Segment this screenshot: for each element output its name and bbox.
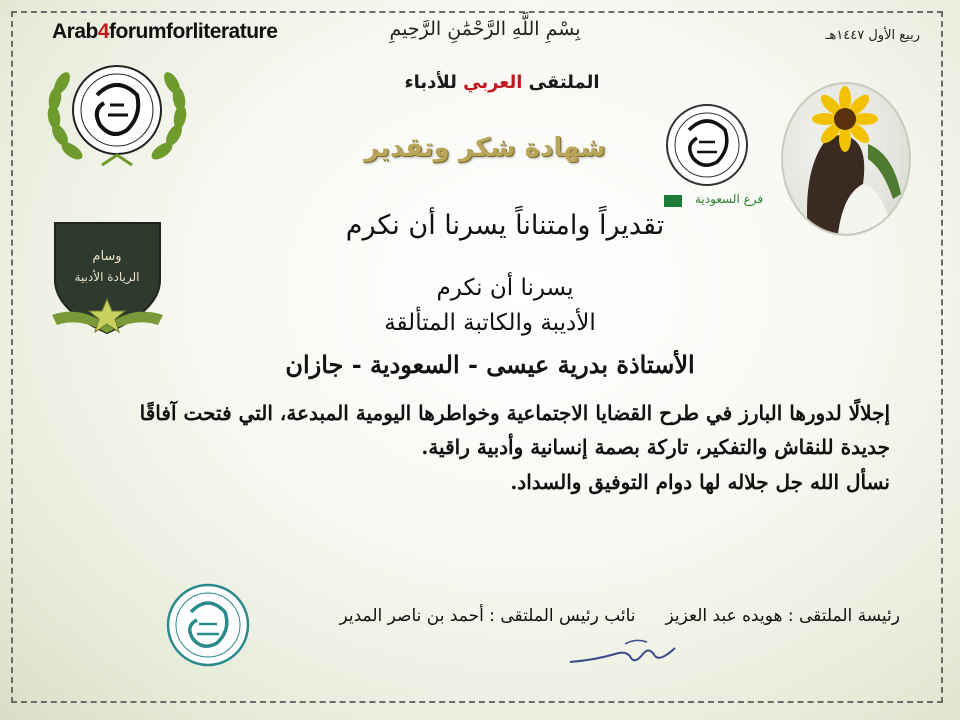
hijri-date: ربيع الأول ١٤٤٧هـ xyxy=(825,28,920,43)
forum-name: الملتقى العربي للأدباء xyxy=(404,72,600,93)
branch-label: فرع السعودية xyxy=(695,192,764,206)
handwritten-signature-icon xyxy=(565,632,685,676)
branch-seal-icon xyxy=(655,100,760,194)
saudi-flag-icon xyxy=(664,195,682,207)
teal-seal-icon xyxy=(163,580,253,674)
brand-logo-text: Arab4forumforliterature xyxy=(52,20,278,43)
basmala: بِسْمِ اللَّهِ الرَّحْمَٰنِ الرَّحِيمِ xyxy=(389,18,581,40)
body-line: إجلالًا لدورها البارز في طرح القضايا الاجتماعية وخواطرها اليومية المبدعة، التي فتحت آفاقًا xyxy=(139,401,890,425)
badge-line2: الريادة الأدبية xyxy=(74,270,140,284)
body-line: جديدة للنقاش والتفكير، تاركة بصمة إنسانية وأدبية راقية. xyxy=(421,435,890,460)
certificate-headline: تقديراً وامتناناً يسرنا أن نكرم xyxy=(345,210,665,241)
honoree-photo xyxy=(781,82,911,236)
wreath-seal-icon xyxy=(42,55,192,179)
badge-line1: وسام xyxy=(92,249,122,264)
certificate-body xyxy=(90,396,890,499)
honoree-name: الأستاذة بدرية عيسى - السعودية - جازان xyxy=(285,350,695,379)
honor-intro: يسرنا أن نكرم xyxy=(436,275,574,301)
certificate-title: شهادة شكر وتقدير xyxy=(364,133,606,163)
body-line: نسأل الله جل جلاله لها دوام التوفيق والسداد. xyxy=(510,469,890,494)
president-signature-label: رئيسة الملتقى : هويده عبد العزيز xyxy=(665,606,900,626)
leadership-badge-icon xyxy=(50,215,165,344)
signatures xyxy=(290,606,900,626)
vice-president-signature-label: نائب رئيس الملتقى : أحمد بن ناصر المدير xyxy=(339,606,636,626)
honoree-description: الأديبة والكاتبة المتألقة xyxy=(384,310,596,336)
